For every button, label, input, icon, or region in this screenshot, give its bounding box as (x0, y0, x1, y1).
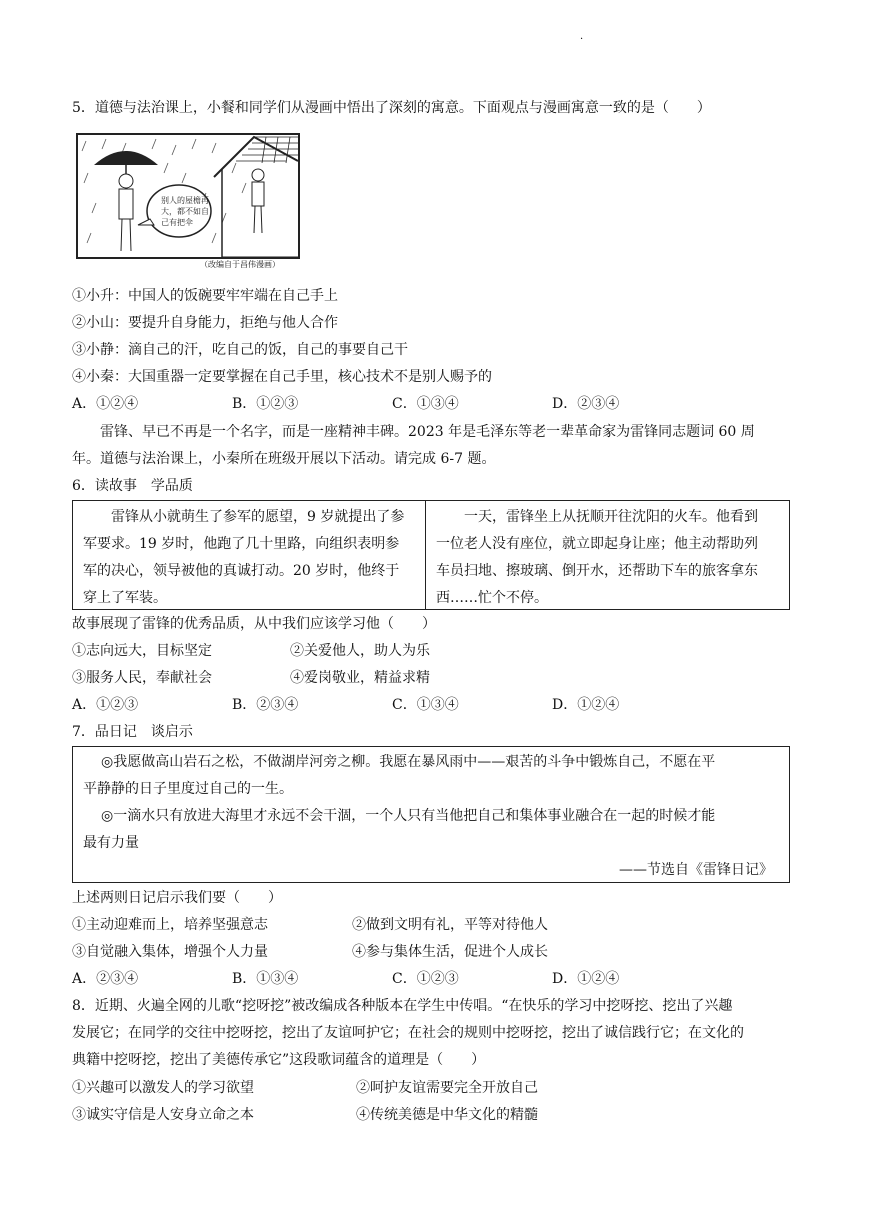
q6-statement-4: ④爱岗敬业，精益求精 (290, 670, 430, 686)
q7-option-c[interactable]: C．①②③ (392, 971, 459, 987)
cartoon-caption: （改编自于昌伟漫画） (200, 260, 280, 269)
left-story-line: 军的决心，领导被他的真诚打动。20 岁时，他终于 (83, 563, 400, 579)
q7-title: 7．品日记 谈启示 (72, 724, 193, 740)
left-story-line: 雷锋从小就萌生了参军的愿望，9 岁就提出了参 (111, 509, 405, 525)
q6-left-story (73, 501, 426, 609)
q7-diary (73, 747, 789, 882)
q6-option-d[interactable]: D．①②④ (552, 697, 620, 713)
diary-source: ——节选自《雷锋日记》 (619, 862, 773, 878)
q6-story-table (72, 500, 790, 610)
q8-stem-line-1: 8．近期、火遍全网的儿歌“挖呀挖”被改编成各种版本在学生中传唱。“在快乐的学习中挖呀挖、挖出了兴趣 (72, 998, 733, 1014)
q5-option-d[interactable]: D．②③④ (552, 396, 620, 412)
q7-statement-1: ①主动迎难而上，培养坚强意志 (72, 917, 268, 933)
q7-option-b[interactable]: B．①③④ (232, 971, 299, 987)
q8-stem-line-2: 发展它；在同学的交往中挖呀挖，挖出了友谊呵护它；在社会的规则中挖呀挖，挖出了诚信践行它；在文化的 (72, 1025, 744, 1041)
left-story-line: 军要求。19 岁时，他跑了几十里路，向组织表明参 (83, 536, 400, 552)
q7-option-d[interactable]: D．①②④ (552, 971, 620, 987)
q6-option-c[interactable]: C．①③④ (392, 697, 459, 713)
right-story-line: 一位老人没有座位，就立即起身让座；他主动帮助列 (436, 536, 758, 552)
bubble-line-1: 别人的屋檐再 (161, 196, 209, 205)
q6-question: 故事展现了雷锋的优秀品质，从中我们应该学习他（ ） (72, 616, 436, 632)
header-mark: · (580, 34, 584, 45)
q6-right-story (426, 501, 790, 609)
bubble-line-2: 大，都不如自 (161, 207, 209, 216)
right-story-line: 一天，雷锋坐上从抚顺开往沈阳的火车。他看到 (464, 509, 758, 525)
q5-stem: 5．道德与法治课上，小餐和同学们从漫画中悟出了深刻的寓意。下面观点与漫画寓意一致的是（ ） (72, 100, 711, 116)
q7-option-a[interactable]: A．②③④ (72, 971, 139, 987)
q6-statement-1: ①志向远大，目标坚定 (72, 643, 212, 659)
q6-option-b[interactable]: B．②③④ (232, 697, 299, 713)
q7-statement-3: ③自觉融入集体，增强个人力量 (72, 944, 268, 960)
q6-statement-3: ③服务人民，奉献社会 (72, 670, 212, 686)
left-story-line: 穿上了军装。 (83, 590, 167, 606)
q7-statement-2: ②做到文明有礼，平等对待他人 (352, 917, 548, 933)
right-story-line: 西……忙个不停。 (436, 590, 548, 606)
q5-option-c[interactable]: C．①③④ (392, 396, 459, 412)
q5-statement-4: ④小秦：大国重器一定要掌握在自己手里，核心技术不是别人赐予的 (72, 369, 492, 385)
q8-statement-1: ①兴趣可以激发人的学习欲望 (72, 1080, 254, 1096)
diary-line: 最有力量 (83, 835, 139, 851)
q8-stem-line-3: 典籍中挖呀挖，挖出了美德传承它”这段歌词蕴含的道理是（ ） (72, 1052, 486, 1068)
cartoon-image (76, 133, 300, 259)
diary-line: ◎一滴水只有放进大海里才永远不会干涸，一个人只有当他把自己和集体事业融合在一起的时候才能 (101, 808, 716, 824)
q5-statement-1: ①小升：中国人的饭碗要牢牢端在自己手上 (72, 288, 338, 304)
bubble-line-3: 己有把伞 (161, 218, 193, 227)
q6-statement-2: ②关爱他人，助人为乐 (290, 643, 430, 659)
q5-statement-2: ②小山：要提升自身能力，拒绝与他人合作 (72, 315, 338, 331)
q8-statement-4: ④传统美德是中华文化的精髓 (356, 1107, 538, 1123)
q7-diary-box (72, 746, 790, 883)
q6-title: 6．读故事 学品质 (72, 478, 193, 494)
diary-line: ◎我愿做高山岩石之松，不做湖岸河旁之柳。我愿在暴风雨中——艰苦的斗争中锻炼自己，不愿在平 (101, 754, 716, 770)
q6-option-a[interactable]: A．①②③ (72, 697, 139, 713)
cartoon-drawing (76, 133, 300, 259)
q7-statement-4: ④参与集体生活，促进个人成长 (352, 944, 548, 960)
q8-statement-3: ③诚实守信是人安身立命之本 (72, 1107, 254, 1123)
q7-question: 上述两则日记启示我们要（ ） (72, 890, 282, 906)
diary-line: 平静静的日子里度过自己的一生。 (83, 781, 293, 797)
q5-statement-3: ③小静：滴自己的汗，吃自己的饭，自己的事要自己干 (72, 342, 408, 358)
q8-statement-2: ②呵护友谊需要完全开放自己 (356, 1080, 538, 1096)
intro-line-1: 雷锋、早已不再是一个名字，而是一座精神丰碑。2023 年是毛泽东等老一辈革命家为雷锋同志题词 60 周 (100, 424, 755, 440)
q5-option-a[interactable]: A．①②④ (72, 396, 139, 412)
intro-line-2: 年。道德与法治课上，小秦所在班级开展以下活动。请完成 6-7 题。 (72, 451, 496, 467)
q5-option-b[interactable]: B．①②③ (232, 396, 299, 412)
right-story-line: 车员扫地、擦玻璃、倒开水，还帮助下车的旅客拿东 (436, 563, 758, 579)
